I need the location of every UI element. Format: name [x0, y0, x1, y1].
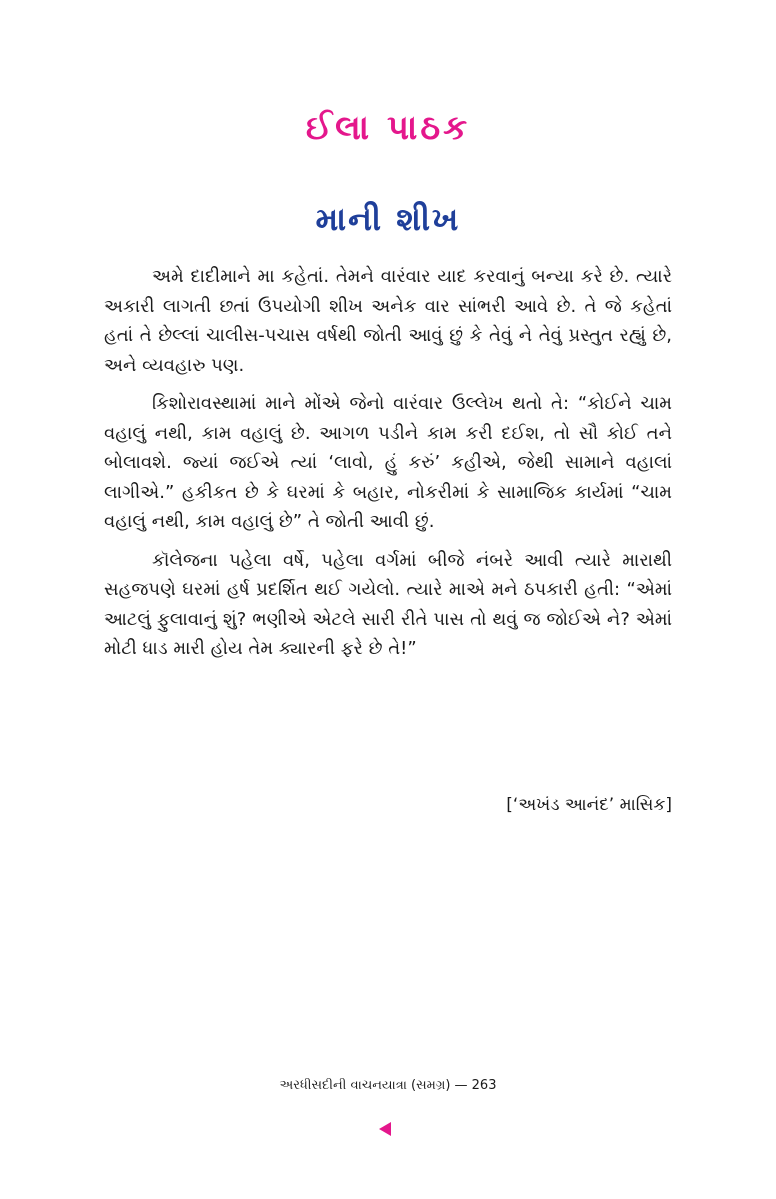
author-name: ઈલા પાઠક: [305, 108, 471, 148]
article-body: [104, 262, 672, 664]
source-citation: [‘અખંડ આનંદ’ માસિક]: [506, 795, 672, 815]
paragraph-2: કિશોરાવસ્થામાં માને મોંએ જેનો વારંવાર ઉલ્લેખ થતો તે: “કોઈને ચામ વહાલું નથી, કામ વહાલું છે. આગળ પડીને કામ કરી દઈશ, તો સૌ કોઈ તને બોલાવશે. જ્યાં જઈએ ત્યાં ‘લાવો, હું કરું’ કહીએ, જેથી સામાને વહાલાં લાગીએ.” હકીકત છે કે ઘરમાં કે બહાર, નોકરીમાં કે સામાજિક કાર્યમાં “ચામ વહાલું નથી, કામ વહાલું છે” તે જોતી આવી છું.: [104, 393, 672, 532]
paragraph-1: અમે દાદીમાને મા કહેતાં. તેમને વારંવાર યાદ કરવાનું બન્યા કરે છે. ત્યારે અકારી લાગતી છતાં ઉપયોગી શીખ અનેક વાર સાંભરી આવે છે. તે જે કહેતાં હતાં તે છેલ્લાં ચાલીસ-પચાસ વર્ષથી જોતી આવું છું કે તેવું ને તેવું પ્રસ્તુત રહ્યું છે, અને વ્યવહારુ પણ.: [104, 266, 672, 376]
left-triangle-icon[interactable]: [379, 1122, 391, 1136]
page-footer: અરધીસદીની વાચનયાત્રા (સમગ્ર) — 263: [279, 1078, 497, 1093]
paragraph-3: કૉલેજના પહેલા વર્ષે, પહેલા વર્ગમાં બીજે નંબરે આવી ત્યારે મારાથી સહજપણે ઘરમાં હર્ષ પ્રદર્શિત થઈ ગયેલો. ત્યારે માએ મને ઠપકારી હતી: “એમાં આટલું ફુલાવાનું શું? ભણીએ એટલે સારી રીતે પાસ તો થવું જ જોઈએ ને? એમાં મોટી ધાડ મારી હોય તેમ ક્યારની ફરે છે તે!”: [104, 549, 672, 659]
article-title: માની શીખ: [315, 200, 461, 238]
